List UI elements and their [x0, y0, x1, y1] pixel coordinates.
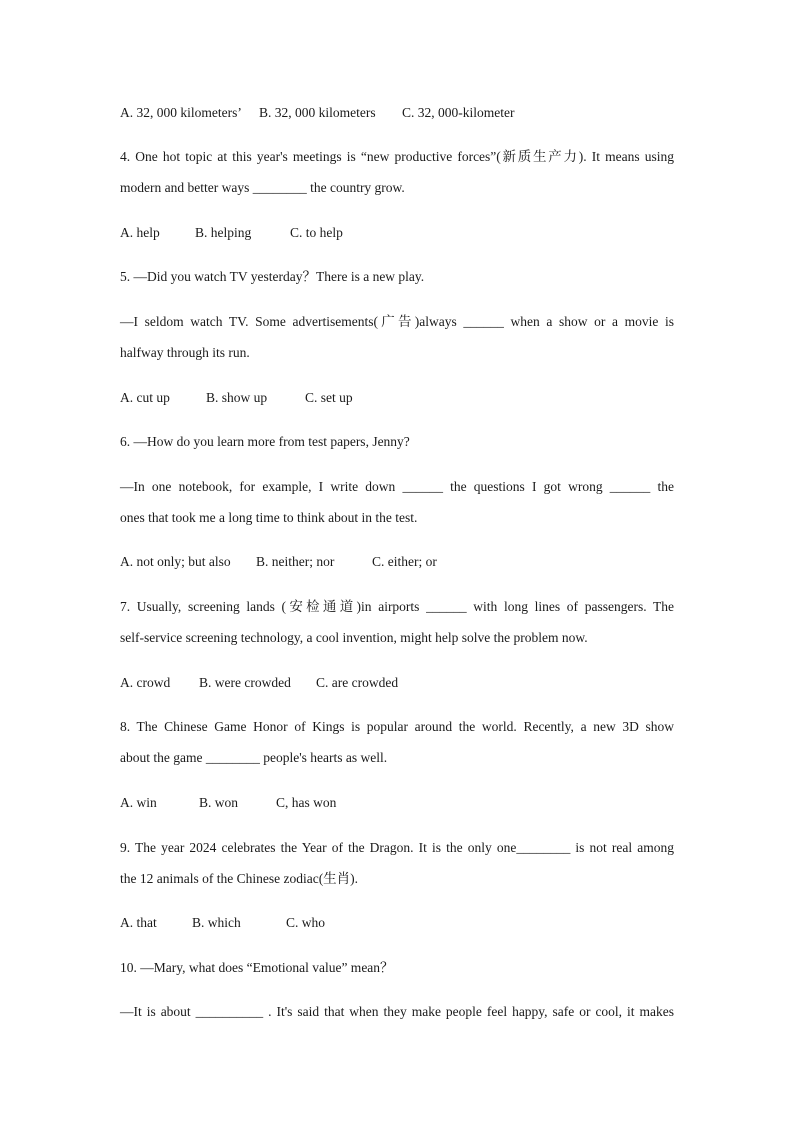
q5-stem-line1: 5. —Did you watch TV yesterday？There is a new play.: [120, 269, 425, 284]
q4-stem-line2: modern and better ways ________ the country grow.: [120, 180, 405, 195]
q3-option-a: A. 32, 000 kilometers’: [120, 105, 242, 120]
q5-stem-line3: halfway through its run.: [120, 345, 250, 360]
q9-stem-line1: 9. The year 2024 celebrates the Year of the Dragon. It is the only one________ is not real among: [120, 840, 674, 855]
q4-stem-line1: 4. One hot topic at this year's meetings is “new productive forces”(新质生产力). It means using: [120, 149, 674, 164]
q9-option-a: A. that: [120, 915, 157, 930]
q7-option-b: B. were crowded: [199, 675, 291, 690]
q5-options: [120, 389, 674, 407]
q9-stem-line2: the 12 animals of the Chinese zodiac(生肖).: [120, 871, 359, 886]
q7-option-c: C. are crowded: [316, 675, 399, 690]
q9-options: [120, 914, 674, 932]
q6-options: [120, 553, 674, 571]
q8-option-c: C, has won: [276, 795, 337, 810]
q5-stem-line2: —I seldom watch TV. Some advertisements(广告)always ______ when a show or a movie is: [120, 314, 674, 329]
q8-option-a: A. win: [120, 795, 157, 810]
q7-stem-line2: self-service screening technology, a cool invention, might help solve the problem now.: [120, 630, 588, 645]
q10-stem-line1: 10. —Mary, what does “Emotional value” mean？: [120, 960, 394, 975]
q6-option-b: B. neither; nor: [256, 554, 335, 569]
q4-option-b: B. helping: [195, 225, 252, 240]
q4-option-c: C. to help: [290, 225, 343, 240]
q8-stem-line1: 8. The Chinese Game Honor of Kings is popular around the world. Recently, a new 3D show: [120, 719, 674, 734]
q5-option-b: B. show up: [206, 390, 268, 405]
q9-option-b: B. which: [192, 915, 241, 930]
q8-options: [120, 794, 674, 812]
q5-option-c: C. set up: [305, 390, 353, 405]
q7-options: [120, 674, 674, 692]
q7-option-a: A. crowd: [120, 675, 171, 690]
q8-option-b: B. won: [199, 795, 239, 810]
exam-page: [120, 0, 674, 1123]
q6-option-c: C. either; or: [372, 554, 437, 569]
q6-stem-line1: 6. —How do you learn more from test papers, Jenny?: [120, 434, 410, 449]
q3-options: [120, 104, 674, 122]
q4-option-a: A. help: [120, 225, 160, 240]
q3-option-c: C. 32, 000-kilometer: [402, 105, 515, 120]
q5-option-a: A. cut up: [120, 390, 170, 405]
q3-option-b: B. 32, 000 kilometers: [259, 105, 376, 120]
q4-options: [120, 224, 674, 242]
q8-stem-line2: about the game ________ people's hearts as well.: [120, 750, 388, 765]
q10-stem-line2: —It is about __________ . It's said that when they make people feel happy, safe or cool, it makes: [120, 1004, 674, 1019]
q6-option-a: A. not only; but also: [120, 554, 231, 569]
q6-stem-line3: ones that took me a long time to think about in the test.: [120, 510, 418, 525]
q7-stem-line1: 7. Usually, screening lands (安检通道)in airports ______ with long lines of passengers. The: [120, 599, 674, 614]
q6-stem-line2: —In one notebook, for example, I write down ______ the questions I got wrong ______ the: [120, 479, 674, 494]
q9-option-c: C. who: [286, 915, 326, 930]
